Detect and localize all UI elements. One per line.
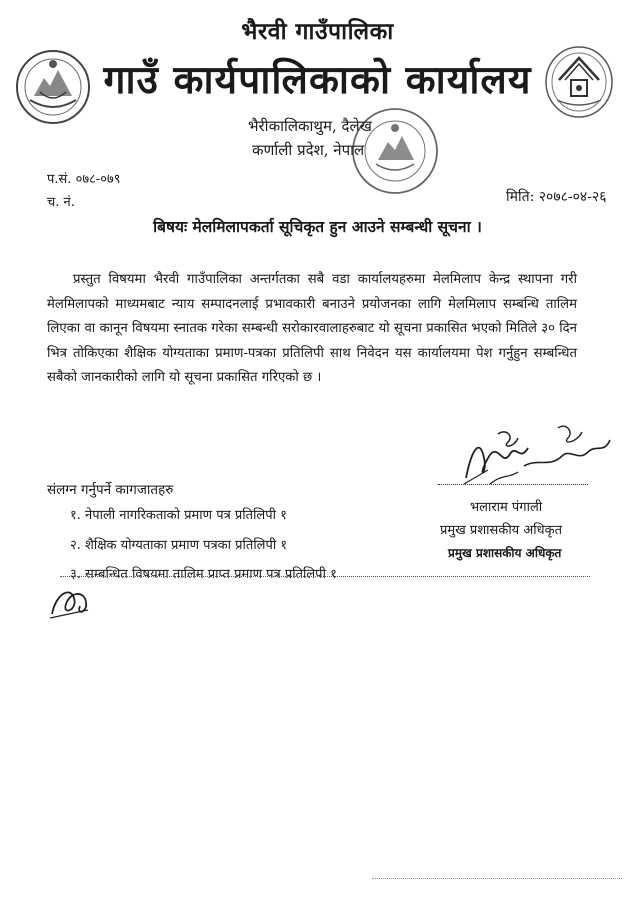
- attachment-item: ३. सम्बन्धित विषयमा तालिम प्राप्त प्रमाण पत्र प्रतिलिपी १: [70, 567, 337, 582]
- office-seal-icon: [350, 106, 440, 196]
- address-line-2: कर्णाली प्रदेश, नेपाल: [252, 141, 365, 159]
- reference-number: प.सं. ०७८-०७९: [47, 172, 121, 187]
- signature-icon: [458, 418, 618, 490]
- subject-line: बिषयः मेलमिलापकर्ता सूचिकृत हुन आउने सम्बन्धी सूचना ।: [153, 217, 482, 236]
- municipality-name: भैरवी गाउँपालिका: [241, 18, 394, 45]
- office-title: गाउँ कार्यपालिकाको कार्यालय: [103, 57, 532, 103]
- notice-body: प्रस्तुत विषयमा भैरवी गाउँपालिका अन्तर्गतका सबै वडा कार्यालयहरुमा मेलमिलाप केन्द्र स्थापना गरी मेलमिलापको माध्यमबाट न्याय सम्पादनलाई प्रभावकारी बनाउने प्रयोजनका लागि मेलमिलाप सम्बन्धि तालिम लिएका वा कानून विषयमा स्नातक गरेका सम्बन्धी सरोकारवालाहरुबाट यो सूचना प्रकासित भएको मितिले ३० दिन भित्र तोकिएका शैक्षिक योग्यताका प्रमाण-पत्रका प्रतिलिपी साथ निवेदन यस कार्यालयमा पेश गर्नुहुन सम्बन्धित सबैको जानकारीको लागि यो सूचना प्रकासित गरिएको छ ।: [47, 272, 577, 385]
- attachment-item: २. शैक्षिक योग्यताका प्रमाण पत्रका प्रतिलिपी १: [70, 538, 288, 553]
- dotted-rule: [60, 576, 590, 577]
- attachment-item: १. नेपाली नागरिकताको प्रमाण पत्र प्रतिलिपी १: [70, 508, 287, 523]
- signatory-stamp-title: प्रमुख प्रशासकीय अधिकृत: [448, 546, 562, 560]
- attachments-heading: संलग्न गर्नुपर्ने कागजातहरु: [47, 482, 174, 498]
- signatory-title: प्रमुख प्रशासकीय अधिकृत: [440, 523, 563, 538]
- dispatch-number: च. नं.: [47, 195, 75, 210]
- signatory-name: भलाराम पंगाली: [470, 500, 543, 515]
- address-line-1: भैरीकालिकाथुम, दैलेख: [248, 117, 372, 135]
- footer-rule: [372, 878, 622, 879]
- letter-date: मिति: २०७८-०४-२६: [506, 189, 607, 205]
- signature-line: [438, 484, 588, 485]
- scribble-icon: [46, 580, 94, 622]
